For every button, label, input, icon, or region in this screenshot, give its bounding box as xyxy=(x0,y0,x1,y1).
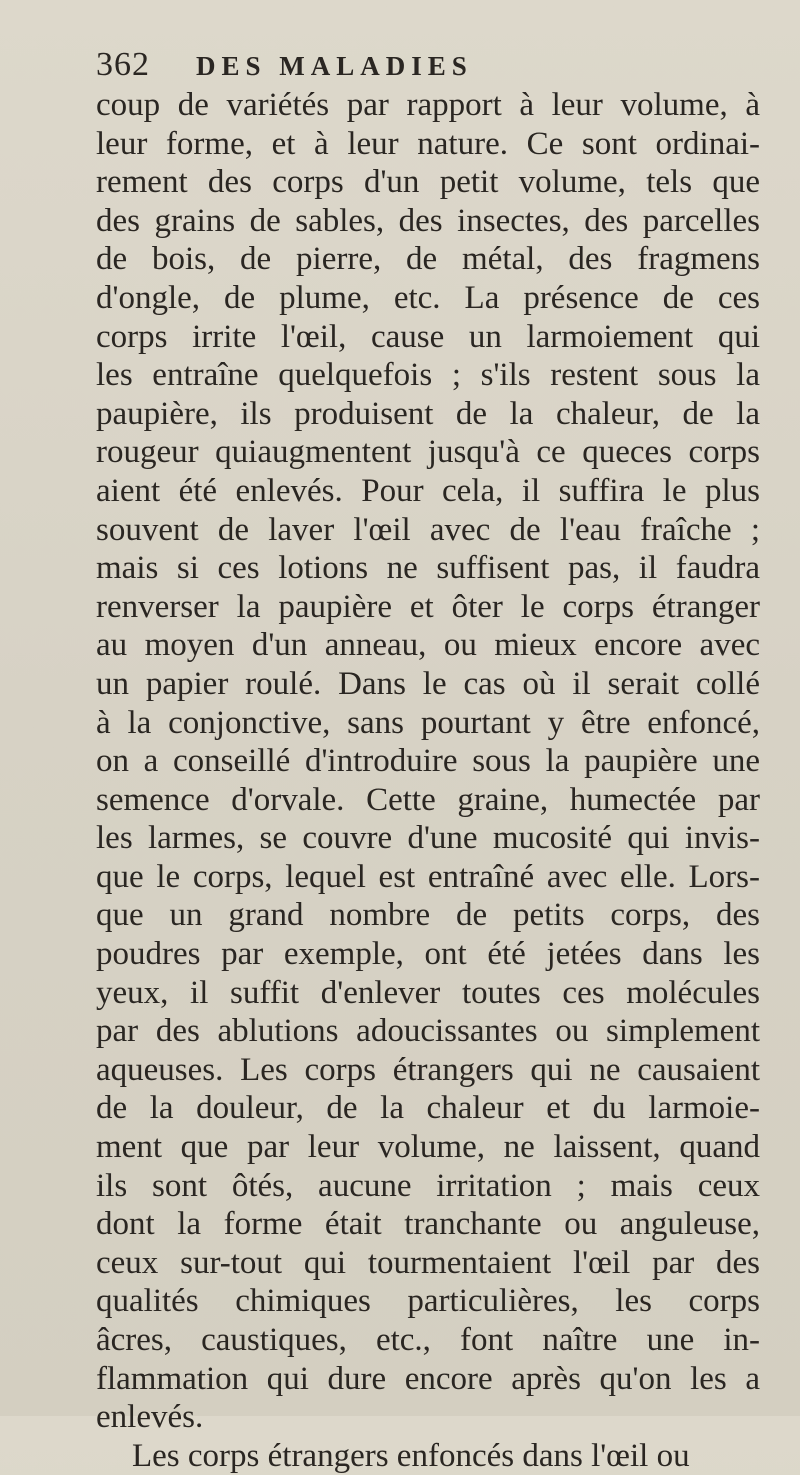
text-line: un papier roulé. Dans le cas où il serait collé xyxy=(96,665,760,702)
text-line: des grains de sables, des insectes, des parcelles xyxy=(96,202,760,239)
running-head: DES MALADIES xyxy=(196,51,473,81)
text-line: que le corps, lequel est entraîné avec elle. Lors- xyxy=(96,858,760,895)
text-line: au moyen d'un anneau, ou mieux encore avec xyxy=(96,627,760,664)
text-line: corps irrite l'œil, cause un larmoiement qui xyxy=(96,318,760,355)
text-line: ceux sur-tout qui tourmentaient l'œil par des xyxy=(96,1244,760,1281)
text-line: dont la forme était tranchante ou anguleuse, xyxy=(96,1206,760,1243)
text-line: renverser la paupière et ôter le corps étranger xyxy=(96,588,760,625)
paragraph-start-line: Les corps étrangers enfoncés dans l'œil ou xyxy=(132,1437,690,1474)
text-line: mais si ces lotions ne suffisent pas, il faudra xyxy=(96,550,760,587)
page-number: 362 xyxy=(96,46,150,83)
body-text xyxy=(96,86,760,1475)
text-line: aqueuses. Les corps étrangers qui ne causaient xyxy=(96,1051,760,1088)
text-line: d'ongle, de plume, etc. La présence de ces xyxy=(96,279,760,316)
text-line: paupière, ils produisent de la chaleur, de la xyxy=(96,395,760,432)
text-line: qualités chimiques particulières, les corps xyxy=(96,1283,760,1320)
text-line: rement des corps d'un petit volume, tels que xyxy=(96,164,760,201)
text-line: par des ablutions adoucissantes ou simplement xyxy=(96,1013,760,1050)
text-line: rougeur quiaugmentent jusqu'à ce queces corps xyxy=(96,434,760,471)
text-line: flammation qui dure encore après qu'on les a xyxy=(96,1360,760,1397)
text-line: poudres par exemple, ont été jetées dans les xyxy=(96,936,760,973)
text-line: leur forme, et à leur nature. Ce sont ordinai- xyxy=(96,125,760,162)
text-line: âcres, caustiques, etc., font naître une in- xyxy=(96,1322,760,1358)
text-line: souvent de laver l'œil avec de l'eau fraîche ; xyxy=(96,511,760,548)
paragraph-end-line: enlevés. xyxy=(96,1399,204,1436)
text-line: yeux, il suffit d'enlever toutes ces molécules xyxy=(96,974,760,1011)
text-line: ment que par leur volume, ne laissent, quand xyxy=(96,1129,760,1166)
text-line: de la douleur, de la chaleur et du larmoie- xyxy=(96,1090,760,1127)
text-line: coup de variétés par rapport à leur volume, à xyxy=(96,87,760,123)
text-line: que un grand nombre de petits corps, des xyxy=(96,897,760,934)
text-line: les entraîne quelquefois ; s'ils restent sous la xyxy=(96,357,760,394)
text-line: ils sont ôtés, aucune irritation ; mais ceux xyxy=(96,1167,760,1204)
text-line: de bois, de pierre, de métal, des fragmens xyxy=(96,241,760,278)
text-line: on a conseillé d'introduire sous la paupière une xyxy=(96,743,760,780)
text-line: à la conjonctive, sans pourtant y être enfoncé, xyxy=(96,704,760,741)
text-line: aient été enlevés. Pour cela, il suffira le plus xyxy=(96,472,760,509)
text-line: les larmes, se couvre d'une mucosité qui invis- xyxy=(96,820,760,857)
text-line: semence d'orvale. Cette graine, humectée par xyxy=(96,781,760,818)
page-header xyxy=(96,46,756,86)
